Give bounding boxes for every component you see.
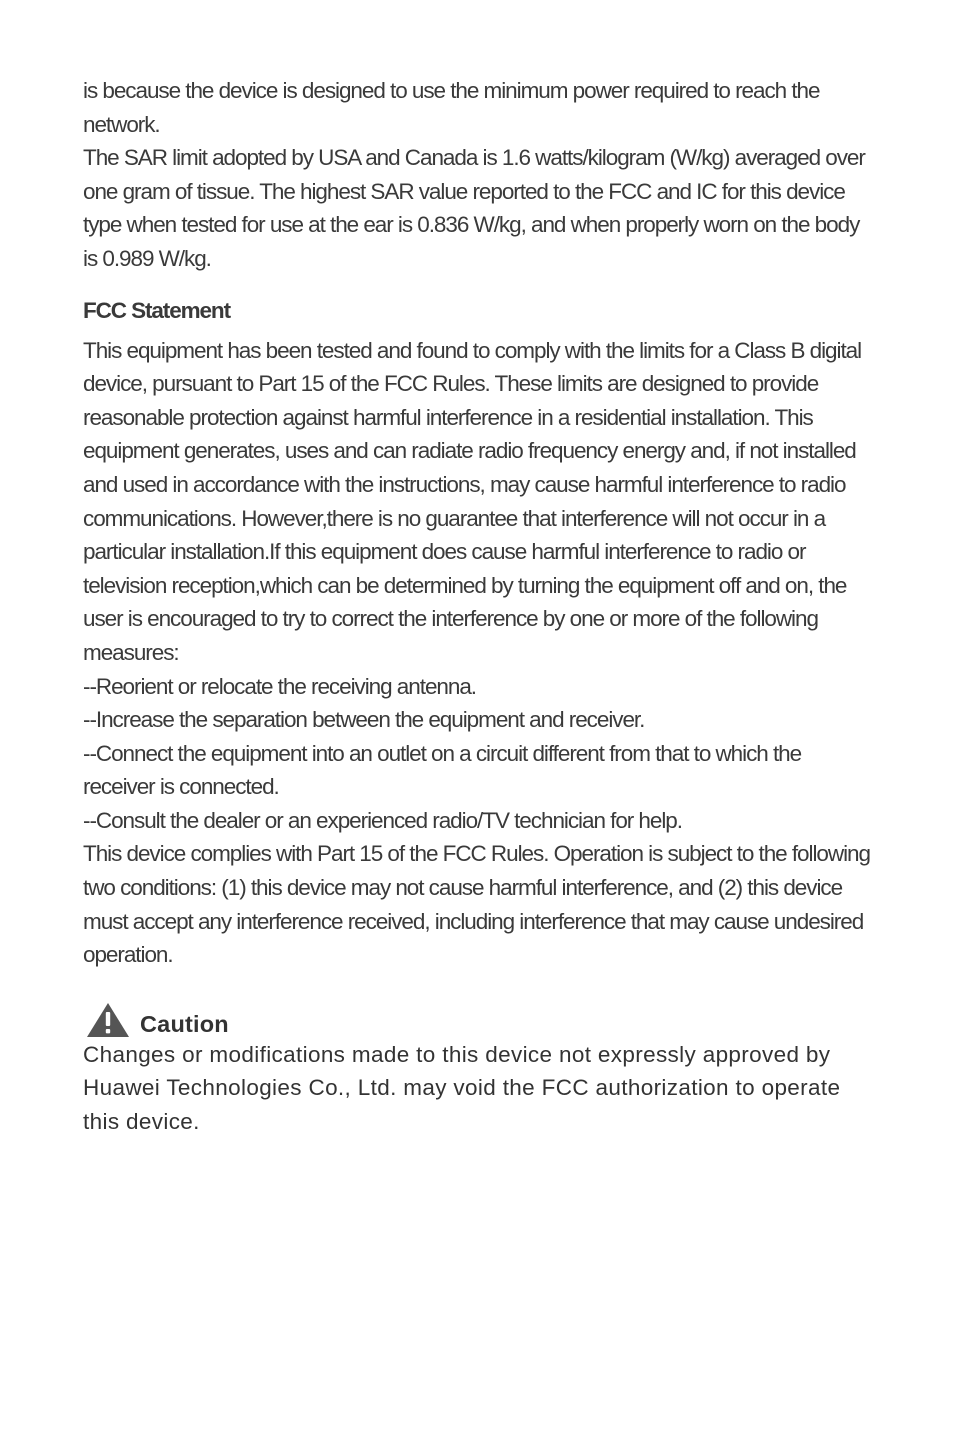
intro-continuation: is because the device is designed to use the minimum power required to reach the network. (83, 78, 820, 137)
fcc-body-paragraph: This equipment has been tested and found to comply with the limits for a Class B digital device, pursuant to Part 15 of the FCC Rules. These limits are designed to provide reasonable protection against harmful interference in a residential installation. This equipment generates, uses and can radiate radio frequency energy and, if not installed and used in accordance with the instructions, may cause harmful interference to radio communications. However,there is no guarantee that interference will not occur in a particular installation.If this equipment does cause harmful interference to radio or television reception,which can be determined by turning the equipment off and on, the user is encouraged to try to correct the interference by one or more of the following measures: (83, 337, 862, 665)
fcc-compliance-paragraph: This device complies with Part 15 of the FCC Rules. Operation is subject to the following two conditions: (1) this device may not cause harmful interference, and (2) this device must accept any interference received, including interference that may cause undesired operation. (83, 841, 870, 968)
caution-text: Changes or modifications made to this device not expressly approved by Huawei Technologies Co., Ltd. may void the FCC authorization to operate this device. (83, 1041, 841, 1135)
measure-item-reorient: --Reorient or relocate the receiving antenna. (83, 673, 476, 699)
fcc-statement-heading: FCC Statement (83, 297, 230, 323)
caution-title: Caution (140, 1010, 229, 1037)
document-page (83, 74, 873, 1139)
sar-limit-paragraph: The SAR limit adopted by USA and Canada is 1.6 watts/kilogram (W/kg) averaged over one gram of tissue. The highest SAR value reported to the FCC and IC for this device type when tested for use at the ear is 0.836 W/kg, and when properly worn on the body is 0.989 W/kg. (83, 145, 865, 271)
warning-triangle-icon (86, 1002, 130, 1038)
measure-item-consult: --Consult the dealer or an experienced radio/TV technician for help. (83, 807, 682, 833)
measure-item-separation: --Increase the separation between the equipment and receiver. (83, 707, 645, 733)
caution-header (83, 1000, 873, 1038)
caution-block (83, 1000, 873, 1139)
measure-item-outlet: --Connect the equipment into an outlet on a circuit different from that to which the receiver is connected. (83, 740, 802, 800)
